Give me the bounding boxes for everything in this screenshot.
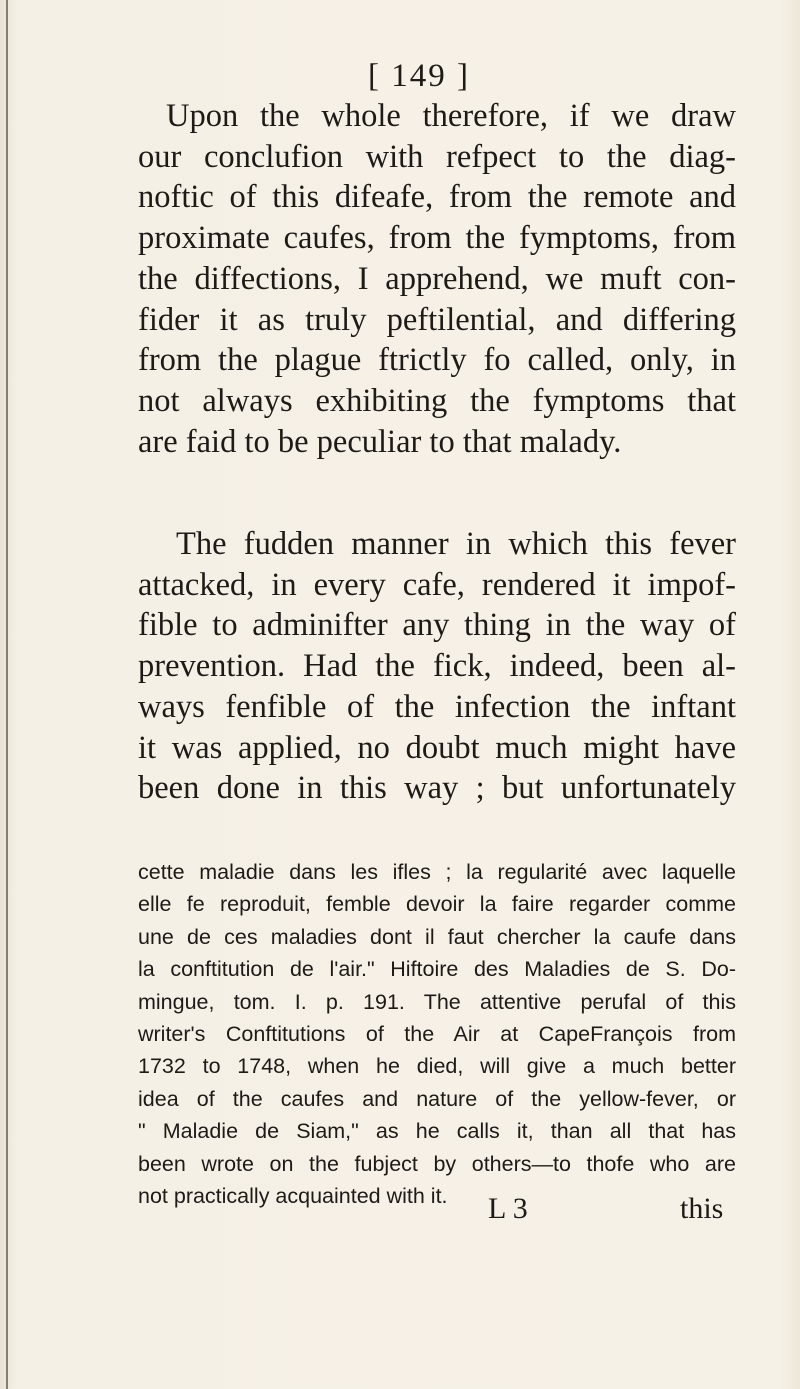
page-gutter-edge — [6, 0, 8, 1389]
footnote-line: been wrote on the fubject by others—to thofe who are — [138, 1151, 736, 1176]
paragraph-1 — [138, 96, 736, 462]
text-line: fider it as truly peftilential, and differing — [138, 301, 736, 338]
text-line: our conclufion with refpect to the diag- — [138, 138, 736, 175]
footnote-line: " Maladie de Siam," as he calls it, than all that has — [138, 1119, 736, 1144]
text-line: been done in this way ; but unfortunately — [138, 770, 736, 807]
text-line: not always exhibiting the fymptoms that — [138, 382, 736, 419]
text-line: proximate caufes, from the fymptoms, from — [138, 220, 736, 257]
text-line: the diffections, I apprehend, we muft con- — [138, 260, 736, 297]
signature-mark: L 3 — [488, 1192, 528, 1225]
text-line: attacked, in every cafe, rendered it impof- — [138, 566, 736, 603]
page-number: [ 149 ] — [368, 58, 470, 94]
text-line: noftic of this difeafe, from the remote and — [138, 179, 736, 216]
text-line: are faid to be peculiar to that malady. — [138, 423, 622, 460]
paragraph-2 — [138, 524, 736, 809]
text-line: prevention. Had the fick, indeed, been al- — [138, 648, 736, 685]
footnote-line: not practically acquainted with it. — [138, 1184, 448, 1209]
footnote-line: mingue, tom. I. p. 191. The attentive perufal of this — [138, 989, 736, 1014]
footnote — [138, 856, 736, 1212]
footnote-line: 1732 to 1748, when he died, will give a much better — [138, 1054, 736, 1079]
footnote-line: idea of the caufes and nature of the yellow-fever, or — [138, 1086, 736, 1111]
text-line: from the plague ftrictly fo called, only, in — [138, 342, 736, 379]
text-line: ways fenfible of the infection the inftant — [138, 688, 736, 725]
footnote-line: la conftitution de l'air." Hiftoire des Maladies de S. Do- — [138, 957, 736, 982]
footnote-line: une de ces maladies dont il faut chercher la caufe dans — [138, 924, 736, 949]
text-line: it was applied, no doubt much might have — [138, 729, 736, 766]
text-line: fible to adminifter any thing in the way of — [138, 607, 736, 644]
footnote-line: elle fe reproduit, femble devoir la faire regarder comme — [138, 892, 736, 917]
footnote-line: writer's Conftitutions of the Air at CapeFrançois from — [138, 1022, 736, 1047]
catchword: this — [680, 1192, 724, 1225]
footnote-line: cette maladie dans les ifles ; la regularité avec laquelle — [138, 860, 736, 884]
text-line: The fudden manner in which this fever — [176, 526, 736, 562]
text-line: Upon the whole therefore, if we draw — [166, 98, 736, 134]
